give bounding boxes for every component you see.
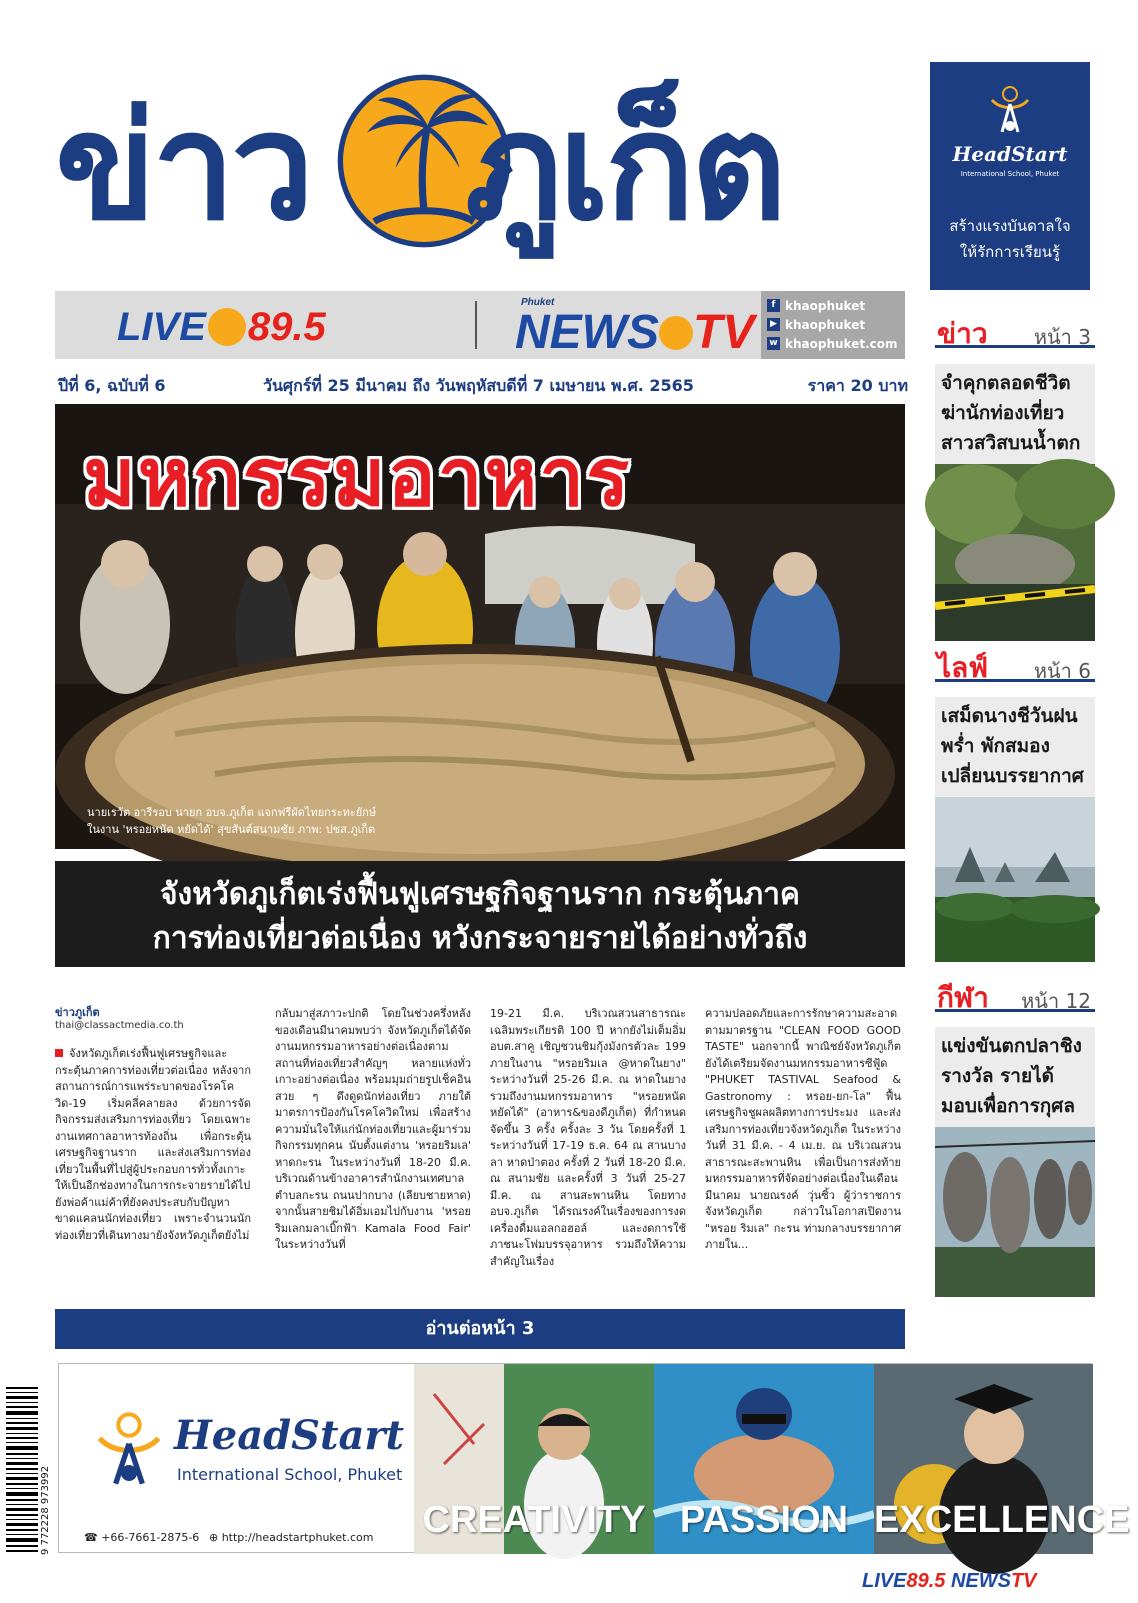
news-small-text: Phuket bbox=[521, 297, 555, 308]
sidebar-life-header[interactable] bbox=[935, 652, 1095, 682]
sidebar-section-name: กีฬา bbox=[937, 981, 989, 1014]
article-body bbox=[55, 1006, 905, 1296]
sidebar-section-name: ข่าว bbox=[937, 317, 988, 350]
live-frequency: 89.5 bbox=[247, 305, 326, 349]
issue-date: วันศุกร์ที่ 25 มีนาคม ถึง วันพฤหัสบดีที่ 7 เมษายน พ.ศ. 2565 bbox=[263, 376, 694, 395]
column-1-text: จังหวัดภูเก็ตเร่งฟื้นฟูเศรษฐกิจและกระตุ้นภาคการท่องเที่ยวต่อเนื่อง หลังจากสถานการณ์การแพร่ระบาดของโรคโควิด-19 เริ่มคลี่คลายลง ด้วยการจัดกิจกรรมส่งเสริมการท่องเที่ยว โดยเฉพาะงานเทศกาลอาหารท้องถิ่น เพื่อกระตุ้นเศรษฐกิจฐานราก และส่งเสริมการท่องเที่ยวในพื้นที่ไปสู่ผู้ประกอบการทั่วทั้งเกาะ ให้เป็นอีกช่องทางในการกระจายรายได้ไปยังพ่อค้าแม่ค้าที่ยังคงประสบกับปัญหาขาดแคลนนักท่องเที่ยว เพราะจำนวนนักท่องเที่ยวที่เดินทางมายังจังหวัดภูเก็ตยังไม่ bbox=[55, 1047, 251, 1242]
social-facebook-link[interactable] bbox=[767, 296, 905, 315]
lead-marker-icon bbox=[55, 1049, 63, 1057]
column-3-text: 19-21 มี.ค. บริเวณสวนสาธารณะเฉลิมพระเกียรติ 100 ปี หากยังไม่เต็มอิ่ม อบต.สาคู เชิญชวนชิมกุ้งมังกรตัวละ 199 ภายในงาน "หรอยริมเล @หาดในยาง" ระหว่างวันที่ 25-26 มี.ค. ณ หาดในยาง รวมถึงงานมหกรรมอาหาร "หรอยหนัด หยัดได้" (อาหาร&ของดีภูเก็ต) ที่กำหนดจัดขึ้น 3 ครั้ง ครั้งละ 3 วัน โดยครั้งที่ 1 ระหว่างวันที่ 17-19 ธ.ค. 64 ณ สานบางลา หาดป่าตอง ครั้งที่ 2 วันที่ 18-20 มี.ค. ณ สนามชัย และครั้งที่ 3 วันที่ 25-27 มี.ค. ณ สานสะพานหิน โดยทาง อบจ.ภูเก็ต ได้รณรงค์ในเรื่องของการงดเครื่องดื่มแอลกอฮอล์ และงดการใช้ภาชนะโฟมบรรจุอาหาร รวมถึงให้ความสำคัญในเรื่อง bbox=[490, 1007, 686, 1268]
continued-on-page-link[interactable]: อ่านต่อหน้า 3 bbox=[55, 1309, 905, 1349]
column-2-text: กลับมาสู่สภาวะปกติ โดยในช่วงครึ่งหลังของเดือนมีนาคมพบว่า จังหวัดภูเก็ตได้จัดงานมหกรรมอาหารอย่างต่อเนื่องตามสถานที่ท่องเที่ยวสำคัญๆ หลายแห่งทั่วเกาะอย่างต่อเนื่อง พร้อมมุมถ่ายรูปเช็คอินสวย ๆ ดึงดูดนักท่องเที่ยว ภายใต้มาตรการป้องกันโรคโควิดใหม่ เพื่อสร้างความมั่นใจให้แก่นักท่องเที่ยวและผู้มาร่วมกิจกรรมทุกคน นับตั้งแต่งาน 'หรอยริมเล' หาดกะรน ในระหว่างวันที่ 18-20 มี.ค. บริเวณด้านข้างอาคารสำนักงานเทศบาลตำบลกะรน ถนนปากบาง (เลียบชายหาด) จากนั้นสายชิมได้อิ่มเอมไปกับงาน 'หรอยริมเลกมลาเบิ๊กฟ้า Kamala Food Fair' ในระหว่างวันที่ bbox=[275, 1007, 471, 1251]
headstart-tagline-1: สร้างแรงบันดาลใจ bbox=[949, 217, 1071, 235]
news-tv-logo[interactable] bbox=[515, 297, 754, 358]
footer-news: NEWS bbox=[950, 1570, 1011, 1592]
sidebar-sports-header[interactable] bbox=[935, 982, 1095, 1012]
hero-caption-line-2: ในงาน 'หรอยหนัด หยัดได้' สุขสันต์สนามชัย ภาพ: ปชส.ภูเก็ต bbox=[87, 823, 376, 836]
issue-price: ราคา 20 บาท bbox=[807, 376, 908, 395]
headstart-logo-icon bbox=[89, 1409, 169, 1489]
social-youtube-link[interactable] bbox=[767, 315, 905, 334]
footer-logos bbox=[862, 1570, 1037, 1593]
subhead-line-1: จังหวัดภูเก็ตเร่งฟื้นฟูเศรษฐกิจฐานราก กระตุ้นภาค bbox=[159, 877, 801, 912]
masthead bbox=[55, 62, 900, 272]
live-text: LIVE bbox=[117, 305, 206, 349]
social-label: khaophuket bbox=[785, 317, 866, 332]
tv-text: TV bbox=[693, 306, 755, 359]
sidebar-page: หน้า 6 bbox=[1033, 659, 1091, 683]
sidebar-page: หน้า 12 bbox=[1021, 989, 1091, 1013]
ad-panel-passion bbox=[654, 1364, 874, 1554]
sun-icon bbox=[659, 316, 693, 350]
article-column-4 bbox=[705, 1006, 901, 1254]
lead-subheadline bbox=[55, 861, 905, 967]
website-icon: w bbox=[767, 337, 780, 350]
footer-live: LIVE bbox=[862, 1570, 907, 1592]
sun-icon bbox=[208, 308, 246, 346]
headstart-sub: International School, Phuket bbox=[960, 170, 1060, 178]
headstart-phone[interactable]: ☎ +66-7661-2875-6 bbox=[84, 1531, 200, 1544]
headstart-name: HeadStart bbox=[174, 1412, 404, 1459]
social-links bbox=[761, 291, 905, 359]
footer-freq: 89.5 bbox=[906, 1570, 946, 1592]
headstart-tagline-2: ให้รักการเรียนรู้ bbox=[959, 243, 1061, 261]
subhead-line-2: การท่องเที่ยวต่อเนื่อง หวังกระจายรายได้อย่างทั่วถึง bbox=[152, 921, 808, 956]
waterfall-photo bbox=[935, 464, 1095, 641]
headstart-name: HeadStart bbox=[952, 142, 1068, 166]
barcode-icon bbox=[6, 1385, 38, 1555]
hero-photo-block[interactable] bbox=[55, 404, 905, 849]
ad-panel-excellence bbox=[874, 1364, 1130, 1554]
issue-number: ปีที่ 6, ฉบับที่ 6 bbox=[58, 376, 166, 395]
fish-catch-photo bbox=[935, 1127, 1095, 1297]
article-column-3 bbox=[490, 1006, 686, 1270]
headstart-sub: International School, Phuket bbox=[177, 1465, 403, 1484]
headstart-url[interactable]: ⊕ http://headstartphuket.com bbox=[209, 1531, 374, 1544]
hero-headline: มหกรรมอาหาร bbox=[83, 431, 632, 524]
sidebar-news-teaser[interactable]: จำคุกตลอดชีวิต ฆ่านักท่องเที่ยว สาวสวิสบนน้ำตก bbox=[935, 364, 1095, 464]
sidebar-sports-teaser[interactable]: แข่งขันตกปลาชิงรางวัล รายได้มอบเพื่อการกุศล bbox=[935, 1027, 1095, 1127]
ad-panel-label: EXCELLENCE bbox=[874, 1499, 1130, 1541]
masthead-title-right: ภูเก็ต bbox=[465, 81, 783, 253]
headstart-logo-icon bbox=[980, 80, 1040, 140]
news-text: NEWS bbox=[515, 306, 659, 359]
ad-panel-label: PASSION bbox=[679, 1499, 849, 1541]
social-label: khaophuket bbox=[785, 298, 866, 313]
hero-caption bbox=[87, 804, 376, 838]
live-radio-logo[interactable] bbox=[117, 305, 326, 350]
bay-landscape-photo bbox=[935, 797, 1095, 962]
ad-panel-label: CREATIVITY bbox=[422, 1499, 646, 1541]
dateline bbox=[58, 374, 908, 400]
masthead-title-left: ข่าว bbox=[55, 81, 311, 253]
headstart-bottom-ad[interactable] bbox=[58, 1363, 1130, 1553]
footer-tv: TV bbox=[1010, 1570, 1037, 1592]
divider bbox=[475, 301, 477, 349]
headstart-top-ad[interactable] bbox=[930, 62, 1090, 290]
article-column-1 bbox=[55, 1006, 251, 1244]
hero-caption-line-1: นายเรวัต อารีรอบ นายก อบจ.ภูเก็ต แจกฟรีผัดไทยกระทะยักษ์ bbox=[87, 806, 377, 819]
facebook-icon: f bbox=[767, 299, 780, 312]
article-byline: ข่าวภูเก็ต bbox=[55, 1006, 100, 1019]
article-email[interactable]: thai@classactmedia.co.th bbox=[55, 1020, 184, 1031]
article-column-2 bbox=[275, 1006, 471, 1254]
youtube-icon: ▶ bbox=[767, 318, 780, 331]
sidebar-section-name: ไลฟ์ bbox=[937, 651, 989, 684]
sidebar-page: หน้า 3 bbox=[1033, 325, 1091, 349]
sidebar-life-teaser[interactable]: เสม็ดนางชีวันฝนพร่ำ พักสมอง เปลี่ยนบรรยากาศ bbox=[935, 697, 1095, 797]
sidebar-news-header[interactable] bbox=[935, 318, 1095, 348]
social-website-link[interactable] bbox=[767, 334, 905, 353]
barcode-number: 9 772228 973992 bbox=[40, 1465, 51, 1555]
social-label: khaophuket.com bbox=[785, 336, 898, 351]
column-4-text: ความปลอดภัยและการรักษาความสะอาดตามมาตรฐาน "CLEAN FOOD GOOD TASTE" นอกจากนี้ พาณิชย์จังหวัดภูเก็ต ยังได้เตรียมจัดงานมหกรรมอาหารซีฟู้ด "PHUKET TASTIVAL Seafood & Gastronomy : หรอย-ยก-โล" ฟื้นเศรษฐกิจชูผลผลิตทางการประมง และส่งเสริมการท่องเที่ยวจังหวัดภูเก็ต ในระหว่างวันที่ 31 มี.ค. - 4 เม.ย. ณ บริเวณสวนสาธารณะสะพานหิน เพื่อเป็นการส่งท้ายมหกรรมอาหารที่จัดอย่างต่อเนื่องในเดือนมีนาคม นายณรงค์ วุ่นซิ้ว ผู้ว่าราชการจังหวัดภูเก็ต กล่าวในโอกาสเปิดงาน "หรอย ริมเล" กะรน ท่ามกลางบรรยากาศภายใน... bbox=[705, 1007, 901, 1251]
ad-panel-creativity bbox=[414, 1364, 654, 1554]
